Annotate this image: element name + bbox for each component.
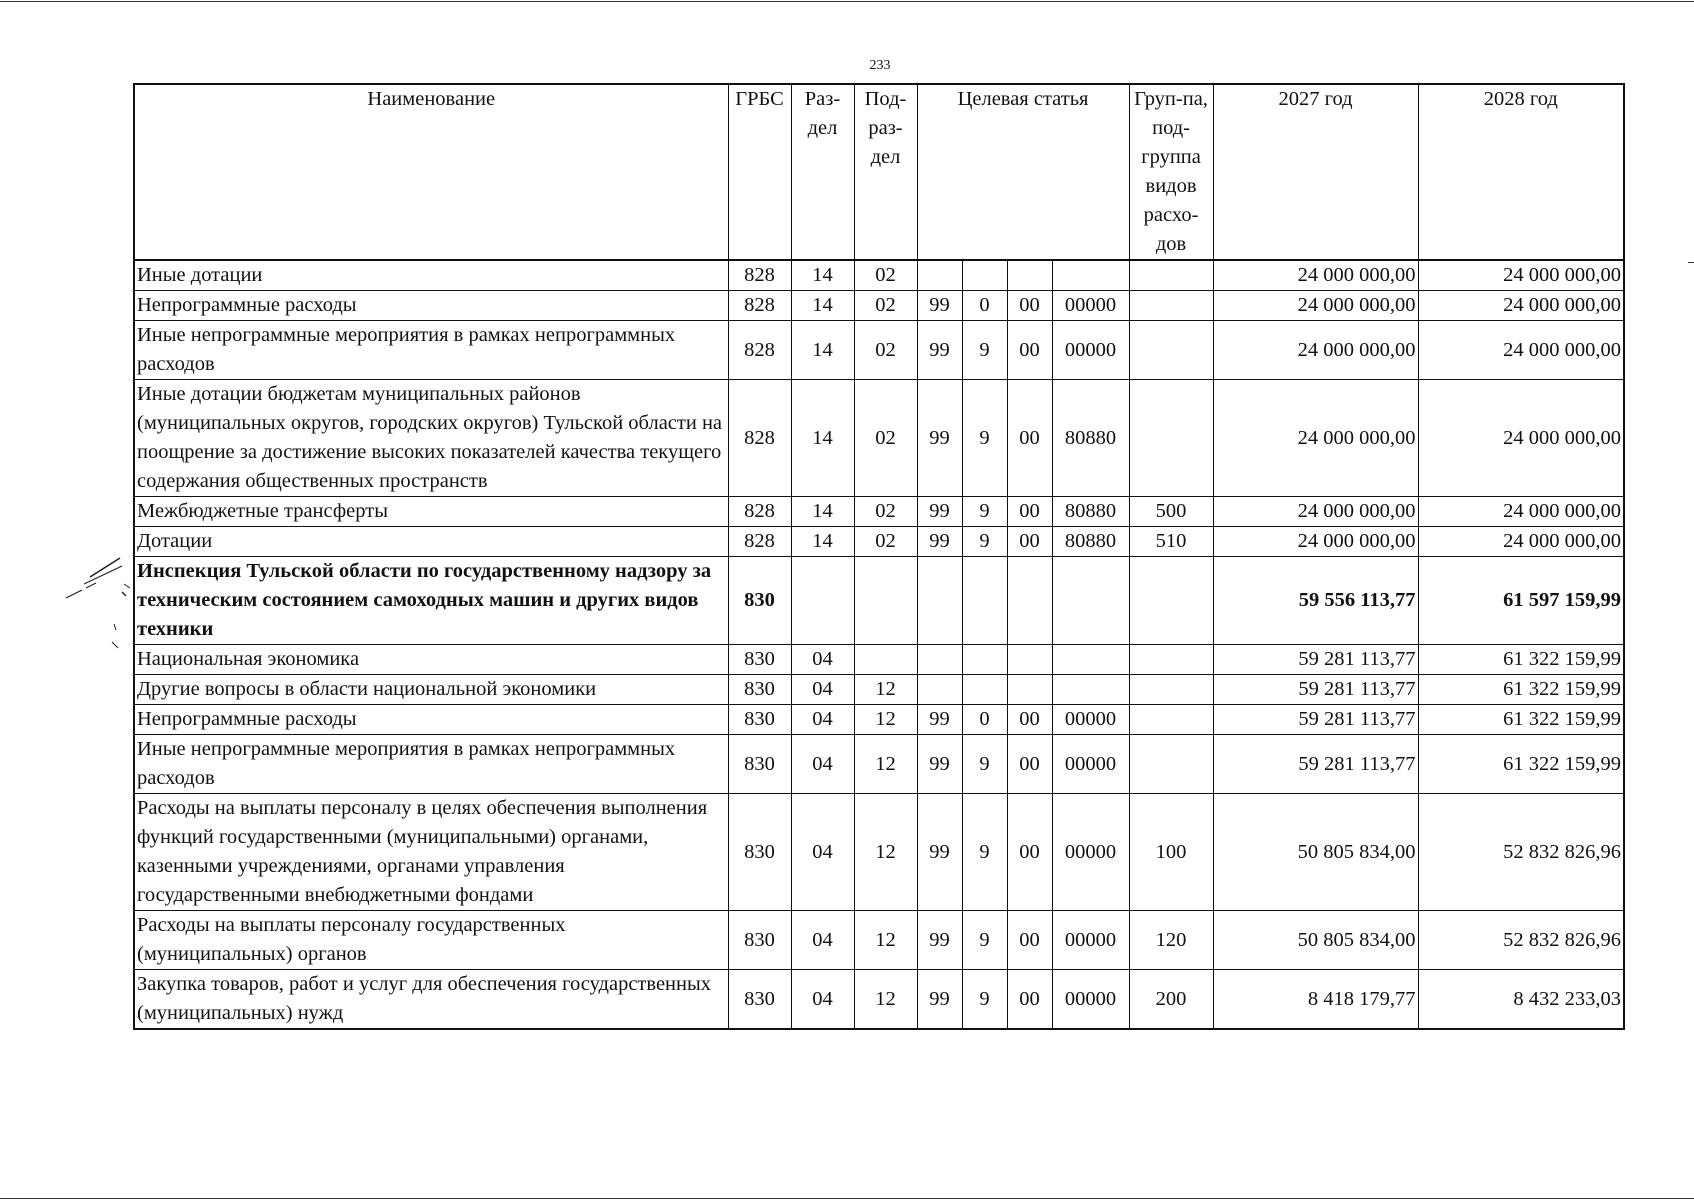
cell-name: Непрограммные расходы <box>134 291 728 321</box>
cell-amount-2028: 24 000 000,00 <box>1418 527 1624 557</box>
table-row <box>134 291 1624 321</box>
cell-podrazdel: 02 <box>854 260 917 291</box>
cell-amount-2028: 24 000 000,00 <box>1418 260 1624 291</box>
cell-target-direction: 80880 <box>1052 380 1129 497</box>
cell-amount-2028: 52 832 826,96 <box>1418 794 1624 911</box>
cell-expense-group: 500 <box>1129 497 1213 527</box>
table-row <box>134 911 1624 970</box>
cell-target-program: 99 <box>917 321 962 380</box>
cell-razdel: 04 <box>791 911 854 970</box>
cell-target-subprogram <box>1007 557 1052 645</box>
table-row <box>134 260 1624 291</box>
table-row <box>134 705 1624 735</box>
scan-edge-top <box>0 1 1694 2</box>
cell-razdel: 04 <box>791 645 854 675</box>
cell-name: Инспекция Тульской области по государственному надзору за техническим состоянием самоходных машин и других видов техники <box>134 557 728 645</box>
cell-name: Дотации <box>134 527 728 557</box>
cell-grbs: 830 <box>728 557 791 645</box>
cell-target-subprogram <box>1007 645 1052 675</box>
cell-amount-2028: 24 000 000,00 <box>1418 497 1624 527</box>
page-number: 233 <box>869 58 891 73</box>
header-razdel: Раз-дел <box>791 84 854 260</box>
cell-amount-2028: 24 000 000,00 <box>1418 291 1624 321</box>
cell-target-program: 99 <box>917 527 962 557</box>
cell-expense-group: 100 <box>1129 794 1213 911</box>
cell-name: Расходы на выплаты персоналу в целях обеспечения выполнения функций государственными (муниципальными) органами, казенными учреждениями, органами управления государственными внебюджетными фондами <box>134 794 728 911</box>
table-row <box>134 557 1624 645</box>
cell-target-direction <box>1052 645 1129 675</box>
cell-amount-2027: 8 418 179,77 <box>1213 970 1418 1030</box>
cell-grbs: 830 <box>728 970 791 1030</box>
cell-podrazdel: 02 <box>854 380 917 497</box>
cell-amount-2027: 50 805 834,00 <box>1213 794 1418 911</box>
cell-target-subprogram <box>1007 260 1052 291</box>
cell-name: Межбюджетные трансферты <box>134 497 728 527</box>
cell-target-program: 99 <box>917 705 962 735</box>
cell-grbs: 828 <box>728 321 791 380</box>
cell-name: Закупка товаров, работ и услуг для обеспечения государственных (муниципальных) нужд <box>134 970 728 1030</box>
cell-razdel: 14 <box>791 321 854 380</box>
cell-razdel <box>791 557 854 645</box>
header-year-2027: 2027 год <box>1213 84 1418 260</box>
header-expense-group: Груп-па, под-группа видов расхо-дов <box>1129 84 1213 260</box>
cell-amount-2027: 59 281 113,77 <box>1213 645 1418 675</box>
cell-podrazdel: 12 <box>854 705 917 735</box>
cell-name: Расходы на выплаты персоналу государственных (муниципальных) органов <box>134 911 728 970</box>
budget-table <box>133 83 1625 1030</box>
cell-target-direction: 00000 <box>1052 970 1129 1030</box>
header-name: Наименование <box>134 84 728 260</box>
table-header-row <box>134 84 1624 260</box>
cell-expense-group <box>1129 291 1213 321</box>
cell-expense-group <box>1129 380 1213 497</box>
cell-target-subprogram: 00 <box>1007 970 1052 1030</box>
cell-expense-group <box>1129 645 1213 675</box>
cell-amount-2027: 24 000 000,00 <box>1213 260 1418 291</box>
cell-expense-group <box>1129 321 1213 380</box>
cell-target-type: 0 <box>962 705 1007 735</box>
cell-target-type: 9 <box>962 321 1007 380</box>
cell-podrazdel: 12 <box>854 675 917 705</box>
table-row <box>134 794 1624 911</box>
cell-grbs: 830 <box>728 911 791 970</box>
cell-podrazdel: 02 <box>854 291 917 321</box>
cell-target-direction: 00000 <box>1052 735 1129 794</box>
cell-razdel: 14 <box>791 527 854 557</box>
cell-expense-group <box>1129 675 1213 705</box>
cell-podrazdel: 02 <box>854 321 917 380</box>
cell-target-program: 99 <box>917 735 962 794</box>
cell-target-program <box>917 260 962 291</box>
cell-podrazdel: 12 <box>854 970 917 1030</box>
table-row <box>134 321 1624 380</box>
cell-expense-group <box>1129 735 1213 794</box>
cell-target-direction <box>1052 675 1129 705</box>
cell-target-type: 9 <box>962 911 1007 970</box>
cell-grbs: 828 <box>728 497 791 527</box>
cell-podrazdel: 12 <box>854 735 917 794</box>
cell-target-program: 99 <box>917 291 962 321</box>
cell-target-type: 9 <box>962 527 1007 557</box>
cell-amount-2027: 24 000 000,00 <box>1213 291 1418 321</box>
cell-podrazdel: 12 <box>854 794 917 911</box>
cell-razdel: 04 <box>791 705 854 735</box>
cell-podrazdel: 02 <box>854 527 917 557</box>
handwritten-margin-marks <box>62 552 132 662</box>
cell-target-subprogram: 00 <box>1007 527 1052 557</box>
cell-target-subprogram: 00 <box>1007 794 1052 911</box>
cell-expense-group: 510 <box>1129 527 1213 557</box>
table-row <box>134 380 1624 497</box>
cell-amount-2028: 61 322 159,99 <box>1418 735 1624 794</box>
cell-name: Национальная экономика <box>134 645 728 675</box>
cell-target-direction: 00000 <box>1052 794 1129 911</box>
cell-razdel: 04 <box>791 970 854 1030</box>
header-grbs: ГРБС <box>728 84 791 260</box>
cell-target-program <box>917 675 962 705</box>
cell-grbs: 830 <box>728 705 791 735</box>
cell-amount-2028: 24 000 000,00 <box>1418 380 1624 497</box>
cell-amount-2028: 61 322 159,99 <box>1418 705 1624 735</box>
cell-target-direction: 80880 <box>1052 527 1129 557</box>
cell-target-program: 99 <box>917 497 962 527</box>
cell-target-program: 99 <box>917 794 962 911</box>
cell-grbs: 830 <box>728 675 791 705</box>
table-row <box>134 527 1624 557</box>
cell-grbs: 830 <box>728 645 791 675</box>
cell-target-subprogram: 00 <box>1007 497 1052 527</box>
cell-target-type: 0 <box>962 291 1007 321</box>
table-row <box>134 675 1624 705</box>
cell-grbs: 828 <box>728 260 791 291</box>
cell-razdel: 14 <box>791 380 854 497</box>
cell-amount-2027: 24 000 000,00 <box>1213 321 1418 380</box>
cell-target-type <box>962 260 1007 291</box>
cell-razdel: 14 <box>791 497 854 527</box>
cell-target-type: 9 <box>962 380 1007 497</box>
cell-target-direction: 00000 <box>1052 321 1129 380</box>
cell-amount-2028: 61 597 159,99 <box>1418 557 1624 645</box>
table-row <box>134 645 1624 675</box>
cell-podrazdel: 12 <box>854 911 917 970</box>
cell-grbs: 830 <box>728 794 791 911</box>
cell-target-direction <box>1052 260 1129 291</box>
cell-name: Другие вопросы в области национальной экономики <box>134 675 728 705</box>
cell-grbs: 828 <box>728 291 791 321</box>
table-row <box>134 497 1624 527</box>
table-body <box>134 260 1624 1029</box>
cell-name: Иные непрограммные мероприятия в рамках непрограммных расходов <box>134 321 728 380</box>
cell-target-type: 9 <box>962 794 1007 911</box>
cell-grbs: 830 <box>728 735 791 794</box>
cell-amount-2028: 61 322 159,99 <box>1418 675 1624 705</box>
cell-target-direction <box>1052 557 1129 645</box>
cell-amount-2027: 59 556 113,77 <box>1213 557 1418 645</box>
cell-target-direction: 00000 <box>1052 291 1129 321</box>
cell-amount-2027: 24 000 000,00 <box>1213 527 1418 557</box>
cell-target-type <box>962 675 1007 705</box>
cell-amount-2027: 59 281 113,77 <box>1213 705 1418 735</box>
cell-expense-group <box>1129 260 1213 291</box>
cell-razdel: 14 <box>791 260 854 291</box>
cell-target-subprogram: 00 <box>1007 321 1052 380</box>
cell-target-type: 9 <box>962 735 1007 794</box>
cell-amount-2027: 50 805 834,00 <box>1213 911 1418 970</box>
cell-name: Иные непрограммные мероприятия в рамках непрограммных расходов <box>134 735 728 794</box>
cell-target-program: 99 <box>917 911 962 970</box>
cell-podrazdel <box>854 645 917 675</box>
header-year-2028: 2028 год <box>1418 84 1624 260</box>
cell-razdel: 04 <box>791 735 854 794</box>
cell-podrazdel: 02 <box>854 497 917 527</box>
cell-target-type: 9 <box>962 970 1007 1030</box>
cell-amount-2028: 52 832 826,96 <box>1418 911 1624 970</box>
cell-target-type <box>962 557 1007 645</box>
cell-target-subprogram: 00 <box>1007 380 1052 497</box>
cell-target-type: 9 <box>962 497 1007 527</box>
cell-target-program: 99 <box>917 970 962 1030</box>
cell-target-subprogram: 00 <box>1007 911 1052 970</box>
cell-grbs: 828 <box>728 380 791 497</box>
header-target-article: Целевая статья <box>917 84 1129 260</box>
cell-amount-2028: 61 322 159,99 <box>1418 645 1624 675</box>
cell-target-subprogram <box>1007 675 1052 705</box>
cell-name: Иные дотации бюджетам муниципальных районов (муниципальных округов, городских округов) Тульской области на поощрение за достижение высоких показателей качества текущего содержания общественных пространств <box>134 380 728 497</box>
cell-target-direction: 00000 <box>1052 911 1129 970</box>
table-row <box>134 970 1624 1030</box>
cell-amount-2027: 24 000 000,00 <box>1213 380 1418 497</box>
scan-edge-tick <box>1688 262 1694 263</box>
cell-amount-2027: 59 281 113,77 <box>1213 675 1418 705</box>
scan-edge-bottom <box>0 1198 1694 1199</box>
cell-target-subprogram: 00 <box>1007 735 1052 794</box>
cell-target-program: 99 <box>917 380 962 497</box>
cell-target-subprogram: 00 <box>1007 291 1052 321</box>
cell-target-program <box>917 645 962 675</box>
table-row <box>134 735 1624 794</box>
cell-razdel: 14 <box>791 291 854 321</box>
cell-expense-group: 120 <box>1129 911 1213 970</box>
header-podrazdel: Под-раз-дел <box>854 84 917 260</box>
cell-target-type <box>962 645 1007 675</box>
cell-amount-2028: 24 000 000,00 <box>1418 321 1624 380</box>
cell-expense-group: 200 <box>1129 970 1213 1030</box>
cell-amount-2027: 59 281 113,77 <box>1213 735 1418 794</box>
cell-target-direction: 00000 <box>1052 705 1129 735</box>
cell-name: Иные дотации <box>134 260 728 291</box>
cell-expense-group <box>1129 557 1213 645</box>
cell-razdel: 04 <box>791 675 854 705</box>
cell-podrazdel <box>854 557 917 645</box>
cell-razdel: 04 <box>791 794 854 911</box>
cell-amount-2027: 24 000 000,00 <box>1213 497 1418 527</box>
cell-grbs: 828 <box>728 527 791 557</box>
cell-name: Непрограммные расходы <box>134 705 728 735</box>
cell-expense-group <box>1129 705 1213 735</box>
cell-target-program <box>917 557 962 645</box>
cell-target-subprogram: 00 <box>1007 705 1052 735</box>
cell-target-direction: 80880 <box>1052 497 1129 527</box>
cell-amount-2028: 8 432 233,03 <box>1418 970 1624 1030</box>
